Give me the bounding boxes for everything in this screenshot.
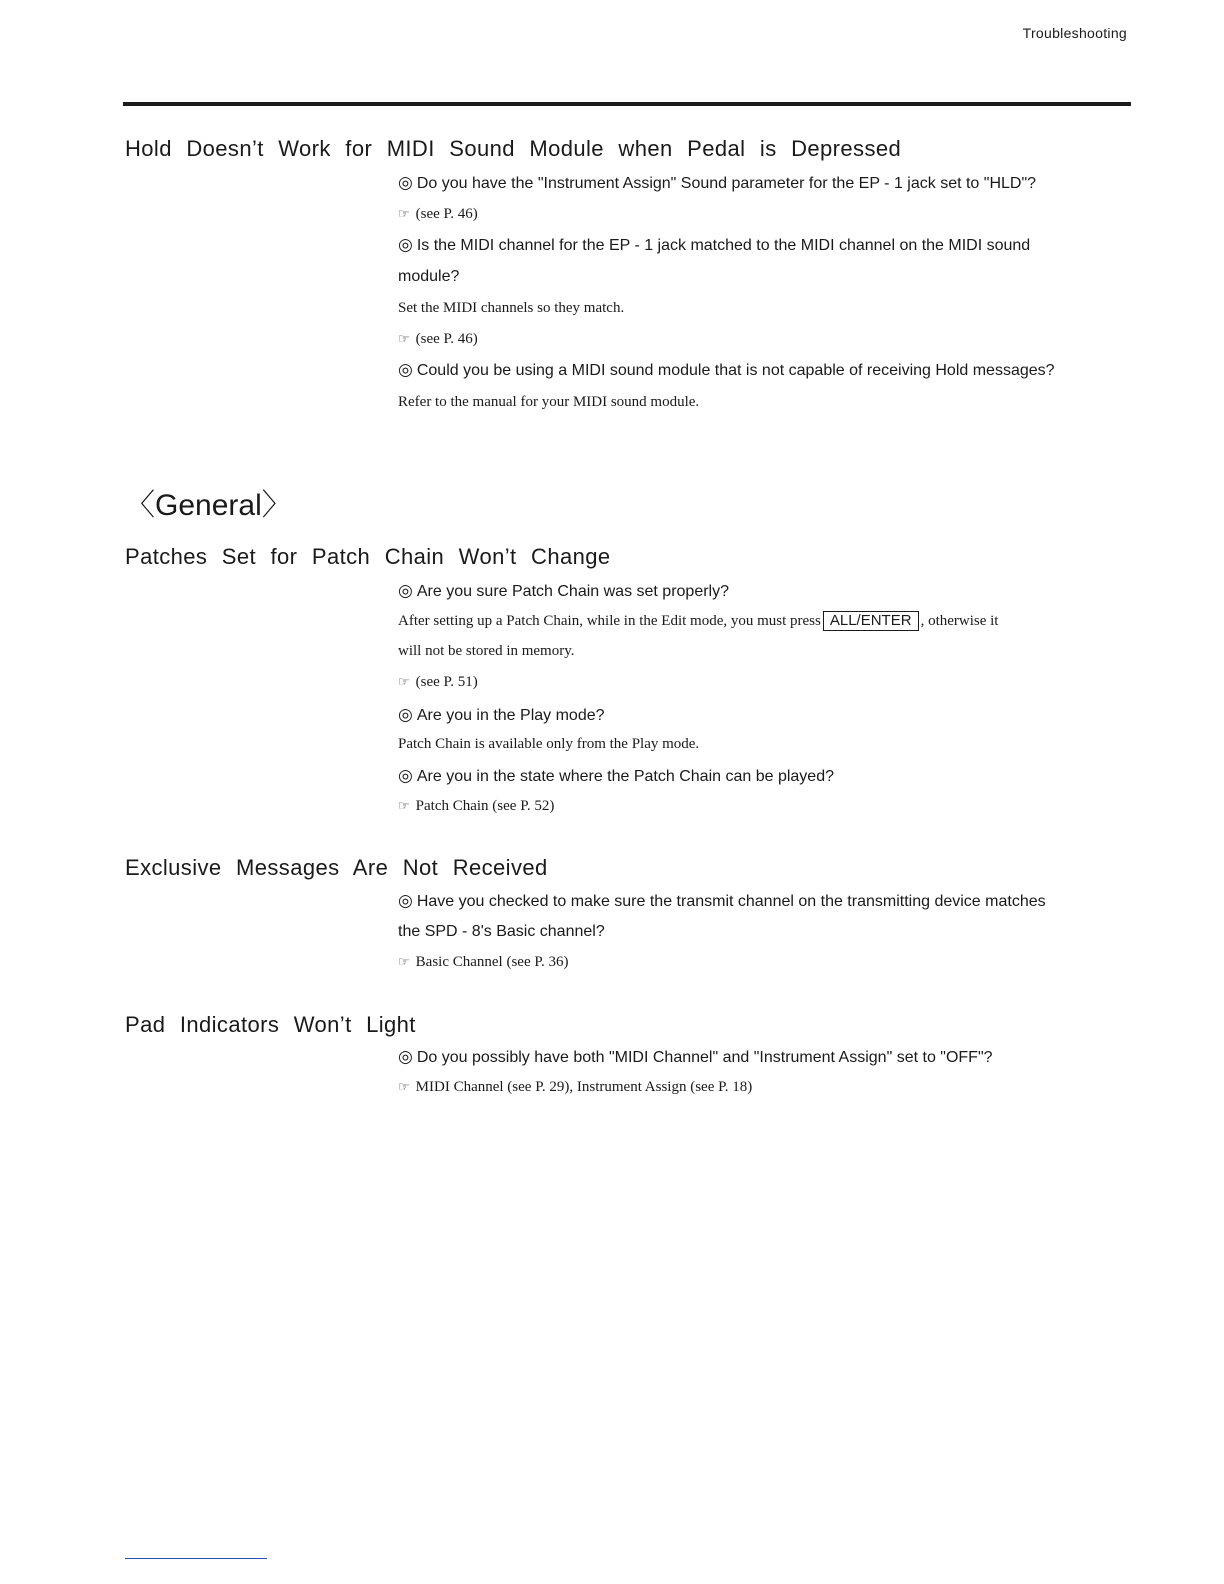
double-circle-icon: ◎ [398,1047,413,1066]
hold-ref-2 [398,331,478,348]
hold-ref-2-text: (see P. 46) [415,331,478,347]
exclusive-ref-1 [398,954,569,971]
pad-question-1-text: Do you possibly have both "MIDI Channel" and "Instrument Assign" set to "OFF"? [416,1049,993,1066]
patch-question-1 [398,581,729,601]
pointing-hand-icon: ☞ [398,798,410,813]
running-head: Troubleshooting [1022,25,1127,41]
patch-question-3 [398,766,834,786]
hold-answer-3: Refer to the manual for your MIDI sound module. [398,394,700,410]
double-circle-icon: ◎ [398,891,413,910]
patch-question-1-text: Are you sure Patch Chain was set properly? [416,583,729,600]
hold-question-1 [398,173,1036,193]
hold-question-3-text: Could you be using a MIDI sound module that is not capable of receiving Hold messages? [416,362,1055,379]
hold-question-2-text: Is the MIDI channel for the EP - 1 jack matched to the MIDI channel on the MIDI sound [416,237,1031,254]
exclusive-heading: Exclusive Messages Are Not Received [125,855,548,880]
patch-ref-1 [398,674,478,691]
pad-question-1 [398,1047,993,1067]
pad-heading: Pad Indicators Won’t Light [125,1012,416,1037]
patch-answer-1-pre: After setting up a Patch Chain, while in the Edit mode, you must press [398,613,821,629]
double-circle-icon: ◎ [398,766,413,785]
footer-rule [125,1558,267,1559]
patch-ref-1-text: (see P. 51) [415,674,478,690]
patch-chain-heading: Patches Set for Patch Chain Won’t Change [125,544,611,569]
patch-answer-1 [398,611,998,631]
double-circle-icon: ◎ [398,360,413,379]
pointing-hand-icon: ☞ [398,954,410,969]
patch-answer-1-cont: will not be stored in memory. [398,643,575,659]
header-rule [123,102,1131,106]
hold-ref-1-text: (see P. 46) [415,206,478,222]
double-circle-icon: ◎ [398,705,413,724]
exclusive-question-1-text: Have you checked to make sure the transmit channel on the transmitting device matches [416,893,1046,910]
double-circle-icon: ◎ [398,581,413,600]
hold-question-1-text: Do you have the "Instrument Assign" Sound parameter for the EP - 1 jack set to "HLD"? [416,175,1037,192]
section-title-general: 〈General〉 [125,489,292,522]
hold-question-2-cont: module? [398,268,460,285]
pad-ref-1 [398,1079,752,1096]
patch-answer-2: Patch Chain is available only from the Play mode. [398,736,700,752]
patch-ref-3-text: Patch Chain (see P. 52) [415,798,555,814]
exclusive-question-1-cont: the SPD - 8's Basic channel? [398,923,605,940]
hold-heading: Hold Doesn’t Work for MIDI Sound Module when Pedal is Depressed [125,136,902,161]
double-circle-icon: ◎ [398,235,413,254]
patch-question-3-text: Are you in the state where the Patch Chain can be played? [416,768,834,785]
pointing-hand-icon: ☞ [398,674,410,689]
patch-question-2-text: Are you in the Play mode? [416,707,605,724]
pointing-hand-icon: ☞ [398,331,410,346]
hold-question-3 [398,360,1055,380]
pointing-hand-icon: ☞ [398,1079,410,1094]
patch-question-2 [398,705,605,725]
patch-answer-1-post: , otherwise it [920,613,999,629]
pointing-hand-icon: ☞ [398,206,410,221]
pad-ref-1-text: MIDI Channel (see P. 29), Instrument Assign (see P. 18) [415,1079,753,1095]
all-enter-key: ALL/ENTER [823,611,919,631]
patch-ref-3 [398,798,554,815]
exclusive-ref-1-text: Basic Channel (see P. 36) [415,954,569,970]
double-circle-icon: ◎ [398,173,413,192]
hold-ref-1 [398,206,478,223]
hold-answer-2: Set the MIDI channels so they match. [398,300,625,316]
hold-question-2 [398,235,1030,255]
exclusive-question-1 [398,891,1046,911]
